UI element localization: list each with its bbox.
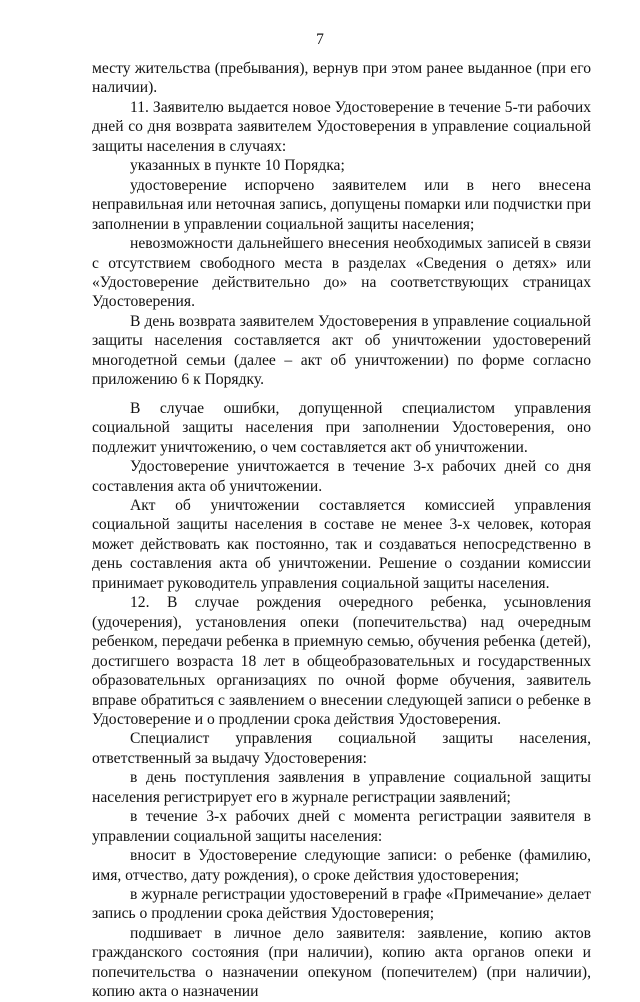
paragraph: Удостоверение уничтожается в течение 3-х рабочих дней со дня составления акта об уничтожении. [92,458,591,495]
paragraph: в течение 3-х рабочих дней с момента регистрации заявителя в управлении социальной защиты населения: [92,808,591,845]
paragraph: В случае ошибки, допущенной специалистом управления социальной защиты населения при заполнении Удостоверения, оно подлежит уничтожению, о чем составляется акт об уничтожении. [92,399,591,456]
document-body [92,59,591,1002]
paragraph: подшивает в личное дело заявителя: заявление, копию актов гражданского состояния (при наличии), копию акта органов опеки и попечительства о назначении опекуном (попечителем) (при наличии), копию акта о назначении [92,924,591,1001]
page-number: 7 [316,31,324,48]
paragraph: 12. В случае рождения очередного ребенка, усыновления (удочерения), установления опеки (попечительства) над очередным ребенком, передачи ребенка в приемную семью, обучения ребенка (детей), достигшего возраста 18 лет в общеобразовательных и государственных образовательных организациях по очной форме обучения, заявитель вправе обратиться с заявлением о внесении следующей записи о ребенке в Удостоверение и о продлении срока действия Удостоверения. [92,594,591,728]
paragraph: Акт об уничтожении составляется комиссией управления социальной защиты населения в составе не менее 3-х человек, которая может действовать как постоянно, так и создаваться непосредственно в день составления акта об уничтожении. Решение о создании комиссии принимает руководитель управления социальной защиты населения. [92,496,591,592]
paragraph-spacer [92,390,591,399]
paragraph: невозможности дальнейшего внесения необходимых записей в связи с отсутствием свободного места в разделах «Сведения о детях» или «Удостоверение действительно до» на соответствующих страницах Удостоверения. [92,235,591,311]
paragraph: Специалист управления социальной защиты населения, ответственный за выдачу Удостоверения: [92,730,591,767]
paragraph: указанных в пункте 10 Порядка; [130,157,345,175]
paragraph: удостоверение испорчено заявителем или в него внесена неправильная или неточная запись, допущены помарки или подчистки при заполнении в управлении социальной защиты населения; [92,176,591,233]
paragraph: в день поступления заявления в управление социальной защиты населения регистрирует его в журнале регистрации заявлений; [92,769,591,806]
paragraph: месту жительства (пребывания), вернув при этом ранее выданное (при его наличии). [92,60,591,97]
paragraph: 11. Заявителю выдается новое Удостоверение в течение 5-ти рабочих дней со дня возврата заявителем Удостоверения в управление социальной защиты населения в случаях: [92,98,591,155]
paragraph: В день возврата заявителем Удостоверения в управление социальной защиты населения составляется акт об уничтожении удостоверений многодетной семьи (далее – акт об уничтожении) по форме согласно приложению 6 к Порядку. [92,312,591,389]
paragraph: вносит в Удостоверение следующие записи: о ребенке (фамилию, имя, отчество, дату рождения), о сроке действия удостоверения; [92,847,591,884]
paragraph: в журнале регистрации удостоверений в графе «Примечание» делает запись о продлении срока действия Удостоверения; [92,886,591,923]
